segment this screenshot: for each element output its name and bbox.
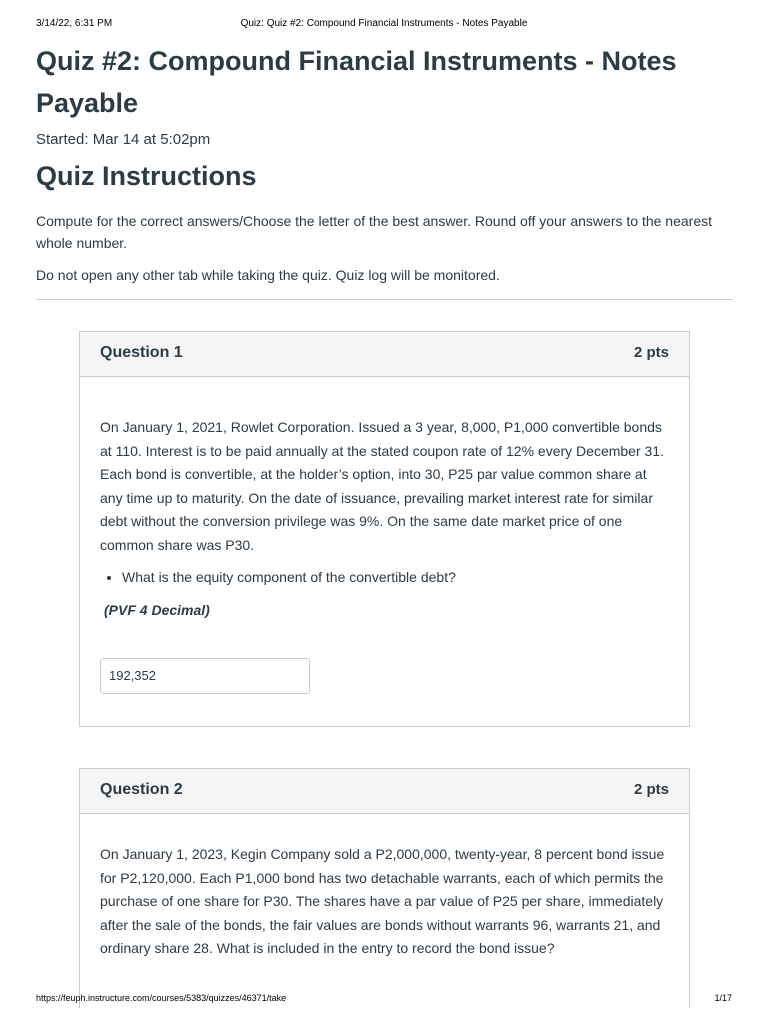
print-doc-title: Quiz: Quiz #2: Compound Financial Instruments - Notes Payable [240, 18, 528, 29]
question-bullet: • What is the equity component of the convertible debt? [122, 567, 669, 587]
question-header [80, 769, 689, 814]
instructions-heading: Quiz Instructions [36, 161, 257, 191]
question-body [80, 814, 689, 983]
print-date: 3/14/22, 6:31 PM [36, 18, 113, 29]
question-header [80, 332, 689, 377]
answer-input[interactable]: 192,352 [100, 658, 310, 694]
question-text: On January 1, 2021, Rowlet Corporation. Issued a 3 year, 8,000, P1,000 convertible bonds at 110. Interest is to be paid annually at the stated coupon rate of 12% every December 31. Each bond is convertible, at the holder’s option, into 30, P25 par value common share at any time up to maturity. On the date of issuance, prevailing market interest rate for similar debt without the conversion privilege was 9%. On the same date market price of one common share was P30. [100, 419, 664, 553]
print-footer [36, 993, 732, 1007]
question-1 [79, 331, 690, 727]
print-header [36, 18, 732, 32]
question-name: Question 2 [100, 781, 183, 798]
question-points: 2 pts [633, 781, 669, 798]
divider [36, 299, 733, 300]
instruction-paragraph: Do not open any other tab while taking the quiz. Quiz log will be monitored. [36, 267, 500, 283]
page-title: Quiz #2: Compound Financial Instruments - Notes Payable [36, 46, 677, 118]
page-number: 1/17 [714, 993, 732, 1003]
question-points: 2 pts [633, 344, 669, 361]
quiz-content [36, 40, 733, 300]
quiz-started-time: Started: Mar 14 at 5:02pm [36, 131, 211, 148]
question-note: (PVF 4 Decimal) [104, 602, 210, 618]
page-url: https://feuph.instructure.com/courses/5383/quizzes/46371/take [36, 993, 287, 1003]
question-bullet-list [100, 567, 669, 587]
question-2 [79, 768, 690, 1008]
question-body [80, 377, 689, 716]
instruction-paragraph: Compute for the correct answers/Choose the letter of the best answer. Round off your answers to the nearest whole number. [36, 213, 712, 251]
question-name: Question 1 [100, 344, 183, 361]
question-text: On January 1, 2023, Kegin Company sold a P2,000,000, twenty-year, 8 percent bond issue for P2,120,000. Each P1,000 bond has two detachable warrants, each of which permits the purchase of one share for P30. The shares have a par value of P25 per share, immediately after the sale of the bonds, the fair values are bonds without warrants 96, warrants 21, and ordinary share 28. What is included in the entry to record the bond issue? [100, 846, 665, 956]
